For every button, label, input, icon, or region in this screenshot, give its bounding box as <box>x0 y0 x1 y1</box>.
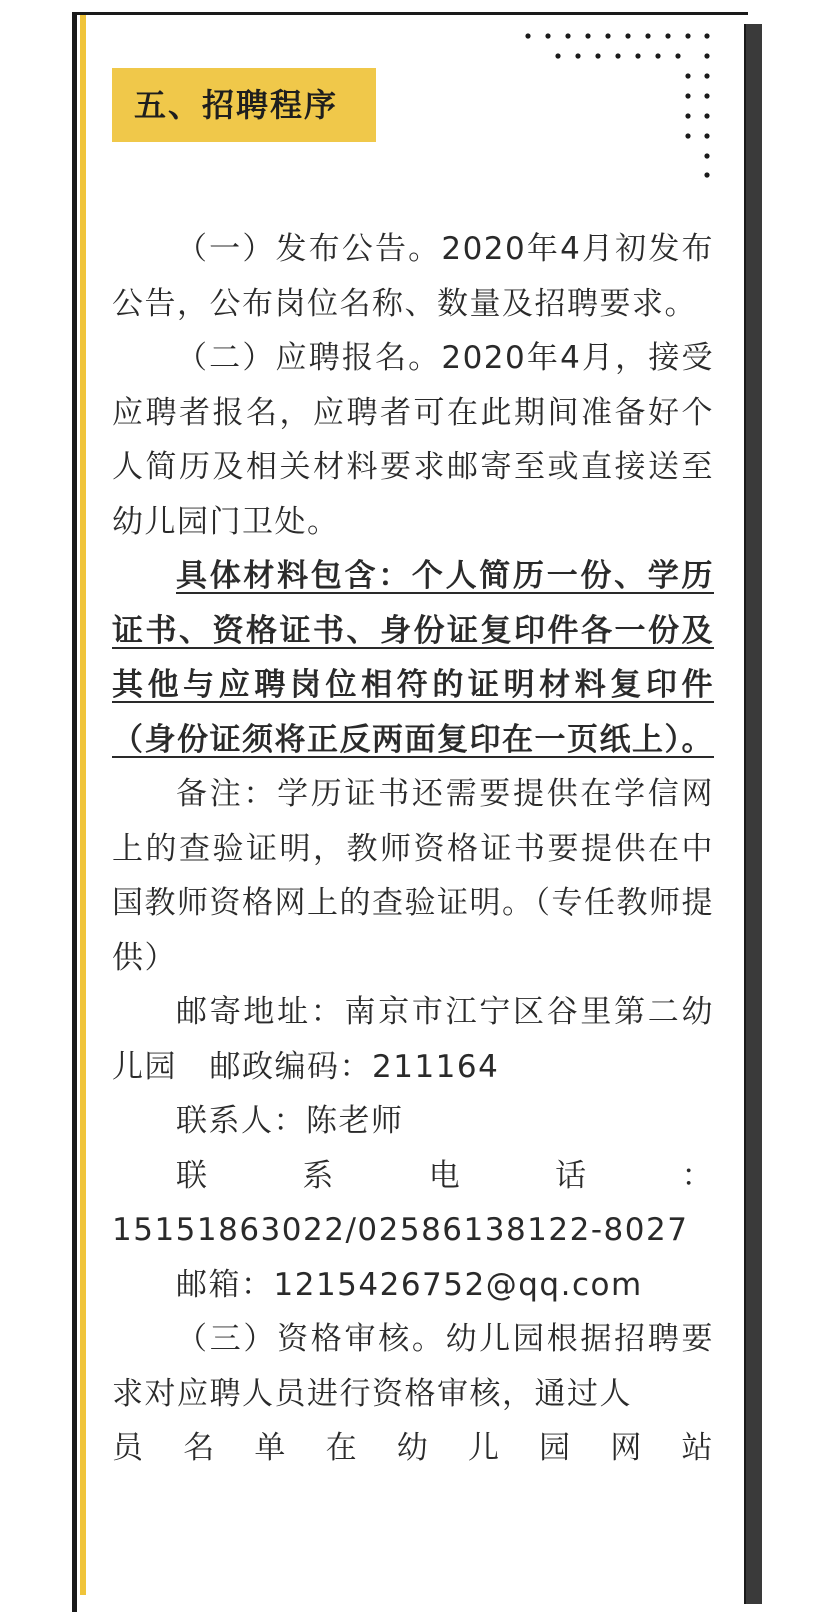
phone-label-char: 联 <box>176 1157 209 1194</box>
paragraph-note: 备注：学历证书还需要提供在学信网上的查验证明，教师资格证书要提供在中国教师资格网上的查验证明。（专任教师提供） <box>112 776 714 976</box>
decorative-dots <box>520 30 720 180</box>
phone-label-char: 话 <box>555 1157 588 1194</box>
paragraph-materials <box>112 549 714 767</box>
paragraph-email: 邮箱：1215426752@qq.com <box>176 1266 643 1303</box>
line-char: 名 <box>183 1430 216 1466</box>
paragraph-qualification-review: （三）资格审核。幼儿园根据招聘要求对应聘人员进行资格审核，通过人 <box>112 1321 714 1412</box>
line-char: 幼 <box>396 1430 430 1466</box>
phone-label-char: 电 <box>428 1157 462 1194</box>
contact-phone-number: 15151863022/02586138122-8027 <box>112 1212 689 1248</box>
line-char: 网 <box>610 1430 643 1466</box>
paragraph-registration: （二）应聘报名。2020年4月，接受应聘者报名，应聘者可在此期间准备好个人简历及相关材料要求邮寄至或直接送至幼儿园门卫处。 <box>112 340 714 540</box>
frame-shadow <box>746 24 762 1604</box>
line-char: 单 <box>254 1430 287 1466</box>
line-char: 在 <box>325 1430 359 1466</box>
paragraph-mailing-address: 邮寄地址：南京市江宁区谷里第二幼儿园 邮政编码：211164 <box>112 994 714 1085</box>
line-char: 员 <box>112 1430 145 1466</box>
line-char: 园 <box>539 1430 572 1466</box>
section-title: 五、招聘程序 <box>112 68 376 142</box>
article-body <box>112 222 714 1476</box>
paragraph-announcement: （一）发布公告。2020年4月初发布公告，公布岗位名称、数量及招聘要求。 <box>112 231 714 322</box>
qualification-review-last-line <box>112 1421 714 1476</box>
line-char: 儿 <box>467 1430 501 1466</box>
paragraph-contact-person: 联系人：陈老师 <box>176 1103 404 1139</box>
accent-stripe <box>80 15 86 1595</box>
phone-label-char: 系 <box>302 1157 335 1194</box>
phone-label-char: ： <box>681 1157 714 1194</box>
materials-emphasis: 具体材料包含：个人简历一份、学历证书、资格证书、身份证复印件各一份及其他与应聘岗位相符的证明材料复印件（身份证须将正反两面复印在一页纸上）。 <box>112 558 714 758</box>
line-char: 站 <box>681 1430 714 1466</box>
contact-phone-label <box>112 1149 714 1204</box>
